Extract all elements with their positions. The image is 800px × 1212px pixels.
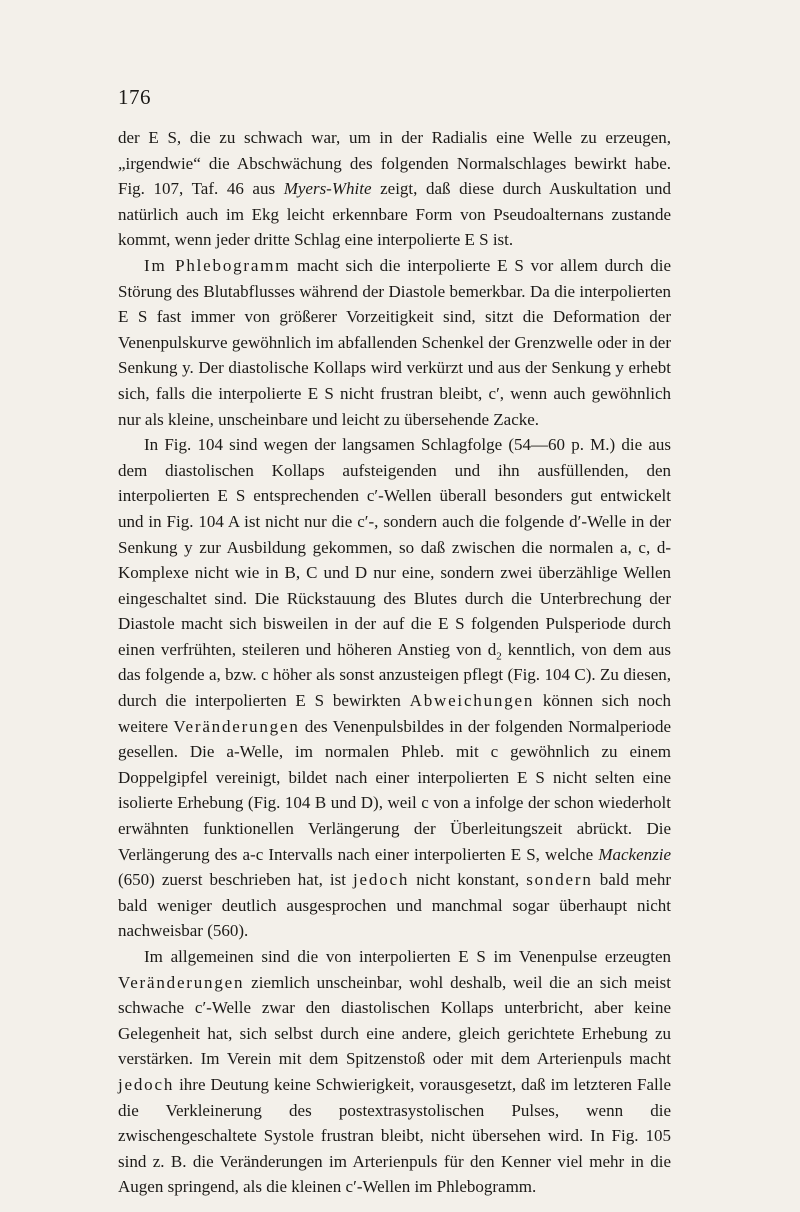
spaced-term-abweichungen: Abweichungen — [409, 691, 535, 711]
paragraph-4-text-b: ziemlich unscheinbar, wohl deshalb, weil die an sich meist schwache c′-Welle zwar den diastolischen Kollaps unterbricht, aber keine Gelegenheit hat, sich selbst durch eine andere, gleich gerichtete Erhebung zu verstärken. Im Verein mit dem Spitzenstoß oder mit dem Arterienpuls macht — [118, 972, 671, 1069]
paragraph-2 — [118, 253, 671, 432]
paragraph-4-text-a: Im allgemeinen sind die von interpolierten E S im Venenpulse erzeugten — [144, 947, 671, 966]
spaced-term-veraenderungen-2: Veränderungen — [118, 972, 245, 992]
paragraph-1-text-b: zeigt, daß diese durch Auskultation und natürlich auch im Ekg leicht erkennbare Form von Pseudoalternans zustande kommt, wenn jeder dritte Schlag eine interpolierte E S ist. — [118, 179, 671, 250]
paragraph-4-text-c: ihre Deutung keine Schwierigkeit, vorausgesetzt, daß im letzteren Falle die Verkleinerung des postextrasystolischen Pulses, wenn die zwischengeschaltete Systole frustran bleibt, nicht übersehen wird. In Fig. 105 sind z. B. die Veränderungen im Arterienpuls für den Kenner viel mehr in die Augen springend, als die kleinen c′-Wellen im Phlebogramm. — [118, 1074, 671, 1197]
page-number: 176 — [118, 85, 151, 109]
paragraph-2-text: macht sich die interpolierte E S vor allem durch die Störung des Blutabflusses während der Diastole bemerkbar. Da die interpolierten E S fast immer von größerer Vorzeitigkeit sind, sitzt die Deformation der Venenpulskurve gewöhnlich im abfallenden Schenkel der Grenzwelle oder in der Senkung y. Der diastolische Kollaps wird verkürzt und aus der Senkung y erhebt sich, falls die interpolierte E S nicht frustran bleibt, c′, wenn auch gewöhnlich nur als kleine, unscheinbare und leicht zu übersehende Zacke. — [118, 255, 671, 429]
subscript-index: 2 — [496, 650, 502, 663]
paragraph-3 — [118, 432, 671, 944]
spaced-term-jedoch-2: jedoch — [118, 1074, 175, 1094]
author-citation-myers-white: Myers-White — [283, 179, 372, 199]
spaced-term-veraenderungen: Veränderungen — [173, 716, 300, 736]
paragraph-3-text-c: können sich noch weitere — [118, 691, 671, 736]
paragraph-1 — [118, 125, 671, 253]
paragraph-1-text-a: der E S, die zu schwach war, um in der Radialis eine Welle zu erzeugen, „irgendwie“ die Abschwächung des folgenden Normalschlages bewirkt habe. Fig. 107, Taf. 46 aus — [118, 128, 671, 199]
page-body — [118, 125, 671, 1200]
paragraph-4 — [118, 944, 671, 1200]
author-citation-mackenzie: Mackenzie — [598, 844, 671, 864]
paragraph-3-text-e: (650) zuerst beschrieben hat, ist — [118, 870, 354, 890]
paragraph-3-text-f: nicht konstant, — [409, 870, 527, 890]
paragraph-2-lead-term: Im Phlebogramm — [144, 255, 291, 275]
spaced-term-jedoch: jedoch — [353, 870, 410, 890]
paragraph-3-text-g: bald mehr bald weniger deutlich ausgesprochen und manchmal sogar überhaupt nicht nachweisbar (560). — [118, 870, 671, 941]
paragraph-3-text-d: des Venenpulsbildes in der folgenden Normalperiode gesellen. Die a-Welle, im normalen Phleb. mit c gewöhnlich zu einem Doppelgipfel vereinigt, bildet nach einer interpolierten E S nicht selten eine isolierte Erhebung (Fig. 104 B und D), weil c von a infolge der schon wiederholt erwähnten funktionellen Verlängerung der Überleitungszeit abrückt. Die Verlängerung des a-c Intervalls nach einer interpolierten E S, welche — [118, 716, 671, 864]
paragraph-3-text-b: kenntlich, von dem aus das folgende a, bzw. c höher als sonst anzusteigen pflegt (Fig. 104 C). Zu diesen, durch die interpolierten E S bewirkten — [118, 639, 671, 711]
spaced-term-sondern: sondern — [526, 870, 593, 890]
paragraph-3-text-a: In Fig. 104 sind wegen der langsamen Schlagfolge (54—60 p. M.) die aus dem diastolischen Kollaps aufsteigenden und ihn ausfüllenden, den interpolierten E S entsprechenden c′-Wellen überall besonders gut entwickelt und in Fig. 104 A ist nicht nur die c′-, sondern auch die folgende d′-Welle in der Senkung y zur Ausbildung gekommen, so daß zwischen die normalen a, c, d-Komplexe nicht wie in B, C und D nur eine, sondern zwei überzählige Wellen eingeschaltet sind. Die Rückstauung des Blutes durch die Unterbrechung der Diastole macht sich bisweilen in der auf die E S folgenden Pulsperiode durch einen verfrühten, steileren und höheren Anstieg von d — [118, 435, 671, 659]
